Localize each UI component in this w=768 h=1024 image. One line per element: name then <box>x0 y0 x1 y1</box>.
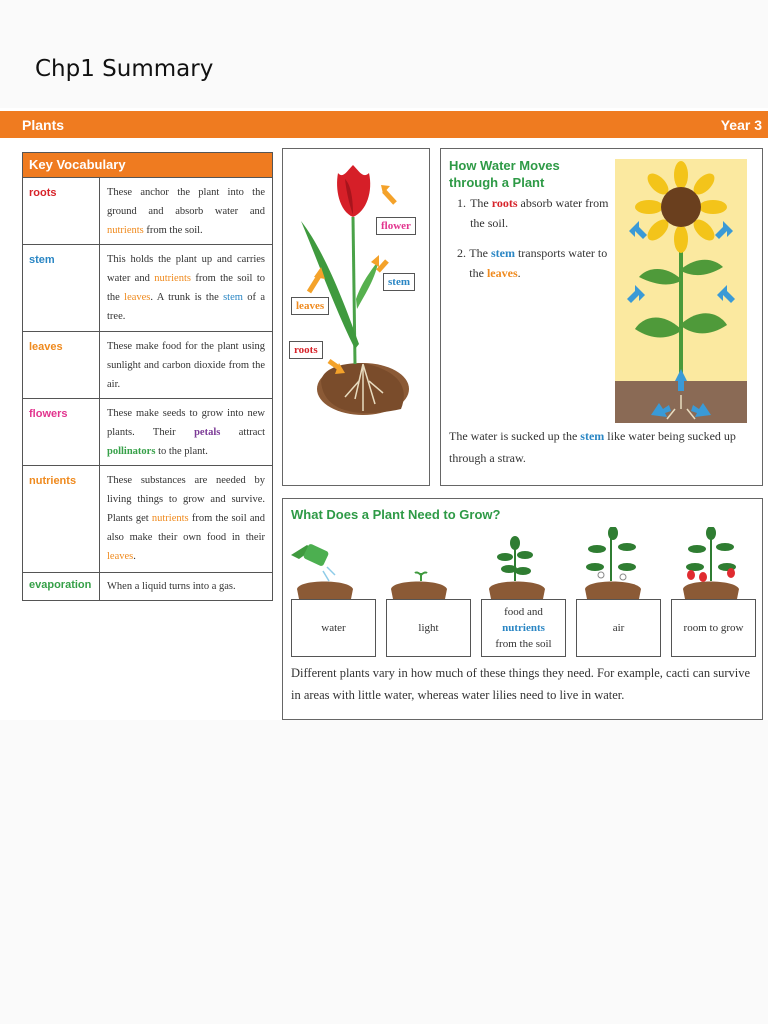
vocab-term: leaves <box>23 332 100 398</box>
flower-diagram-panel <box>282 148 430 486</box>
vocab-row-leaves <box>23 331 272 398</box>
vocab-term: roots <box>23 178 100 244</box>
vocab-heading: Key Vocabulary <box>23 153 272 177</box>
vocab-term: evaporation <box>23 573 100 600</box>
tulip-illustration <box>283 149 431 487</box>
plant-needs-panel <box>282 498 763 720</box>
water-step-1: 1. The roots absorb water from the soil. <box>457 196 609 230</box>
vocab-row-evaporation <box>23 572 272 600</box>
sunflower-illustration <box>615 159 747 423</box>
vocab-definition: These anchor the plant into the ground and absorb water and nutrients from the soil. <box>107 187 265 236</box>
vocab-row-roots <box>23 177 272 244</box>
vocab-definition: These substances are needed by living things to grow and survive. Plants get nutrients from the soil and also make their own food in their leaves. <box>107 475 265 562</box>
plant-needs-illustrations <box>283 527 764 599</box>
vocab-definition: This holds the plant up and carries water and nutrients from the soil to the leaves. A trunk is the stem of a tree. <box>107 254 266 322</box>
need-room: room to grow <box>671 599 756 657</box>
label-stem: stem <box>383 273 415 291</box>
vocab-definition: These make seeds to grow into new plants. Their petals attract pollinators to the plant. <box>107 408 265 457</box>
water-movement-panel <box>440 148 763 486</box>
banner <box>0 111 768 138</box>
summary-sheet <box>0 108 768 720</box>
banner-subject: Plants <box>22 117 65 133</box>
watering-can-icon <box>291 543 335 581</box>
vocab-term: flowers <box>23 399 100 465</box>
vocab-term: stem <box>23 245 100 331</box>
label-flower: flower <box>376 217 416 235</box>
need-air: air <box>576 599 661 657</box>
label-leaves: leaves <box>291 297 329 315</box>
label-roots: roots <box>289 341 323 359</box>
water-footnote: The water is sucked up the stem like water being sucked up through a straw. <box>449 429 736 465</box>
page-title: Chp1 Summary <box>35 56 214 82</box>
vocab-definition: When a liquid turns into a gas. <box>107 581 236 592</box>
water-steps <box>457 193 617 293</box>
vocab-term: nutrients <box>23 466 100 572</box>
need-food-nutrients: food and nutrients from the soil <box>481 599 566 657</box>
plant-needs-footnote: Different plants vary in how much of these things they need. For example, cacti can survive in areas with little water, whereas water lilies need to live in water. <box>291 666 751 702</box>
vocab-row-nutrients <box>23 465 272 572</box>
vocab-table <box>22 152 273 601</box>
plant-needs-title: What Does a Plant Need to Grow? <box>291 507 501 522</box>
need-water: water <box>291 599 376 657</box>
vocab-row-stem <box>23 244 272 331</box>
vocab-row-flowers <box>23 398 272 465</box>
banner-year: Year 3 <box>720 117 762 133</box>
water-step-2: 2. The stem transports water to the leaves. <box>457 246 608 280</box>
water-title: How Water Moves through a Plant <box>449 158 560 190</box>
vocab-definition: These make food for the plant using sunlight and carbon dioxide from the air. <box>107 341 265 390</box>
need-light: light <box>386 599 471 657</box>
